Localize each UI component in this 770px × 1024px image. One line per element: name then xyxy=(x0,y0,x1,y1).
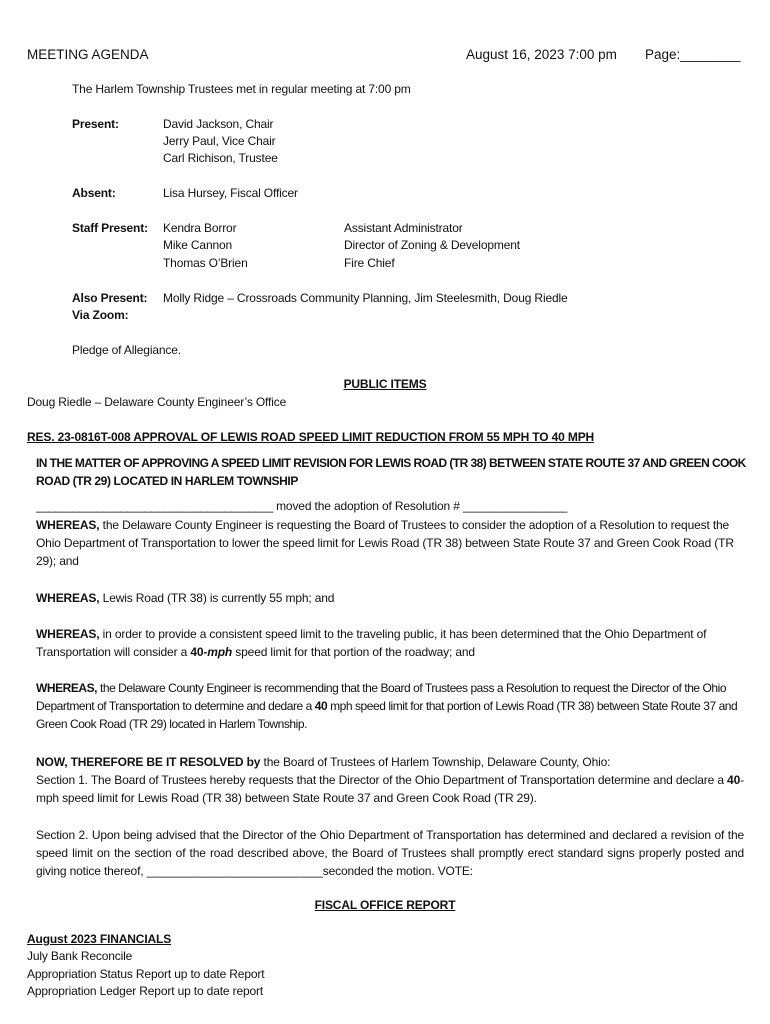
whereas-clause xyxy=(36,516,744,570)
mover-blank: _______________________________________ xyxy=(36,499,273,513)
also-present-list: Molly Ridge – Crossroads Community Planning, Jim Steelesmith, Doug Riedle xyxy=(163,291,568,305)
agenda-title: MEETING AGENDA xyxy=(27,47,149,62)
moved-adoption-line xyxy=(36,499,567,513)
whereas-text: in order to provide a consistent speed limit to the traveling public, it has been determined that the Ohio Department of Transportation will consider a xyxy=(36,627,707,659)
whereas-clause xyxy=(36,589,744,607)
resolved-keyword: NOW, THEREFORE BE IT RESOLVED by xyxy=(36,755,261,769)
whereas-keyword: WHEREAS, xyxy=(36,627,100,641)
present-member: David Jackson, Chair xyxy=(163,117,274,131)
meeting-datetime: August 16, 2023 7:00 pm xyxy=(466,47,617,62)
whereas-clause xyxy=(36,679,744,733)
staff-name: Mike Cannon xyxy=(163,238,233,252)
financial-item: July Bank Reconcile xyxy=(27,949,133,963)
financial-item: Appropriation Status Report up to date Report xyxy=(27,967,265,981)
section-2: Section 2. Upon being advised that the Director of the Ohio Department of Transportation has determined and declared a revision of the speed limit on the section of the road described above, the Board of Trustees shall promptly erect standard signs properly posted and giving notice thereof, ___________________________seconded the motion. VOTE: xyxy=(36,828,744,878)
whereas-text: Lewis Road (TR 38) is currently 55 mph; and xyxy=(99,591,335,605)
whereas-text: speed limit for that portion of the roadway; and xyxy=(232,645,475,659)
section-text: Section 1. The Board of Trustees hereby requests that the Director of the Ohio Department of Transportation determine and declare a xyxy=(36,773,728,787)
speed-value: 40 xyxy=(314,699,328,713)
also-present-label: Also Present: xyxy=(72,291,148,305)
whereas-text: the Delaware County Engineer is recommending that the Board of Trustees pass a Resolution to request the Director of the Ohio Department of Transportation to determine and dedare a xyxy=(36,681,727,713)
whereas-clause xyxy=(36,625,744,661)
whereas-text: the Delaware County Engineer is requesting the Board of Trustees to consider the adoption of a Resolution to request the Ohio Department of Transportation to lower the speed limit for Lewis Road (TR 38) between State Route 37 and Green Cook Road (TR 29); and xyxy=(36,518,734,568)
pledge-line: Pledge of Allegiance. xyxy=(72,343,181,357)
speed-value: 40 xyxy=(727,773,741,787)
resolved-text: the Board of Trustees of Harlem Township, Delaware County, Ohio: xyxy=(260,755,611,769)
public-items-heading: PUBLIC ITEMS xyxy=(343,377,427,391)
intro-line: The Harlem Township Trustees met in regular meeting at 7:00 pm xyxy=(72,82,411,96)
via-zoom-label: Via Zoom: xyxy=(72,308,129,322)
staff-name: Thomas O’Brien xyxy=(163,256,248,270)
resolved-clause xyxy=(36,753,744,771)
financial-item: Appropriation Ledger Report up to date report xyxy=(27,984,264,998)
section-text: -mph speed limit for Lewis Road (TR 38) between State Route 37 and Green Cook Road (TR 29). xyxy=(36,773,744,805)
section-1 xyxy=(36,771,744,807)
whereas-keyword: WHEREAS, xyxy=(36,518,100,532)
present-member: Carl Richison, Trustee xyxy=(163,151,278,165)
staff-name: Kendra Borror xyxy=(163,221,237,235)
whereas-keyword: WHEREAS, xyxy=(36,681,98,695)
resolution-matter-line: ROAD (TR 29) LOCATED IN HARLEM TOWNSHIP xyxy=(36,474,298,488)
resolution-title: RES. 23-0816T-008 APPROVAL OF LEWIS ROAD SPEED LIMIT REDUCTION FROM 55 MPH TO 40 MPH xyxy=(27,430,595,444)
absent-member: Lisa Hursey, Fiscal Officer xyxy=(163,186,298,200)
whereas-keyword: WHEREAS, xyxy=(36,591,100,605)
fiscal-heading: FISCAL OFFICE REPORT xyxy=(314,898,456,912)
speed-unit: -mph xyxy=(203,645,233,659)
whereas-text: mph speed limit for that portion of Lewis Road (TR 38) between State Route 37 and Green Cook Road (TR 29) located in Harlem Township. xyxy=(36,699,738,731)
financials-subheading: August 2023 FINANCIALS xyxy=(27,932,172,946)
staff-title: Director of Zoning & Development xyxy=(344,238,520,252)
present-label: Present: xyxy=(72,117,119,131)
moved-text: moved the adoption of Resolution # ________________ xyxy=(272,499,568,513)
page-number-field: Page:________ xyxy=(645,47,741,62)
absent-label: Absent: xyxy=(72,186,116,200)
present-member: Jerry Paul, Vice Chair xyxy=(163,134,276,148)
staff-title: Assistant Administrator xyxy=(344,221,463,235)
speed-value: 40 xyxy=(190,645,204,659)
resolution-matter-line: IN THE MATTER OF APPROVING A SPEED LIMIT REVISION FOR LEWIS ROAD (TR 38) BETWEEN STATE ROUTE 37 AND GREEN COOK xyxy=(36,456,746,470)
staff-title: Fire Chief xyxy=(344,256,395,270)
staff-label: Staff Present: xyxy=(72,221,148,235)
public-speaker: Doug Riedle – Delaware County Engineer’s Office xyxy=(27,395,287,409)
